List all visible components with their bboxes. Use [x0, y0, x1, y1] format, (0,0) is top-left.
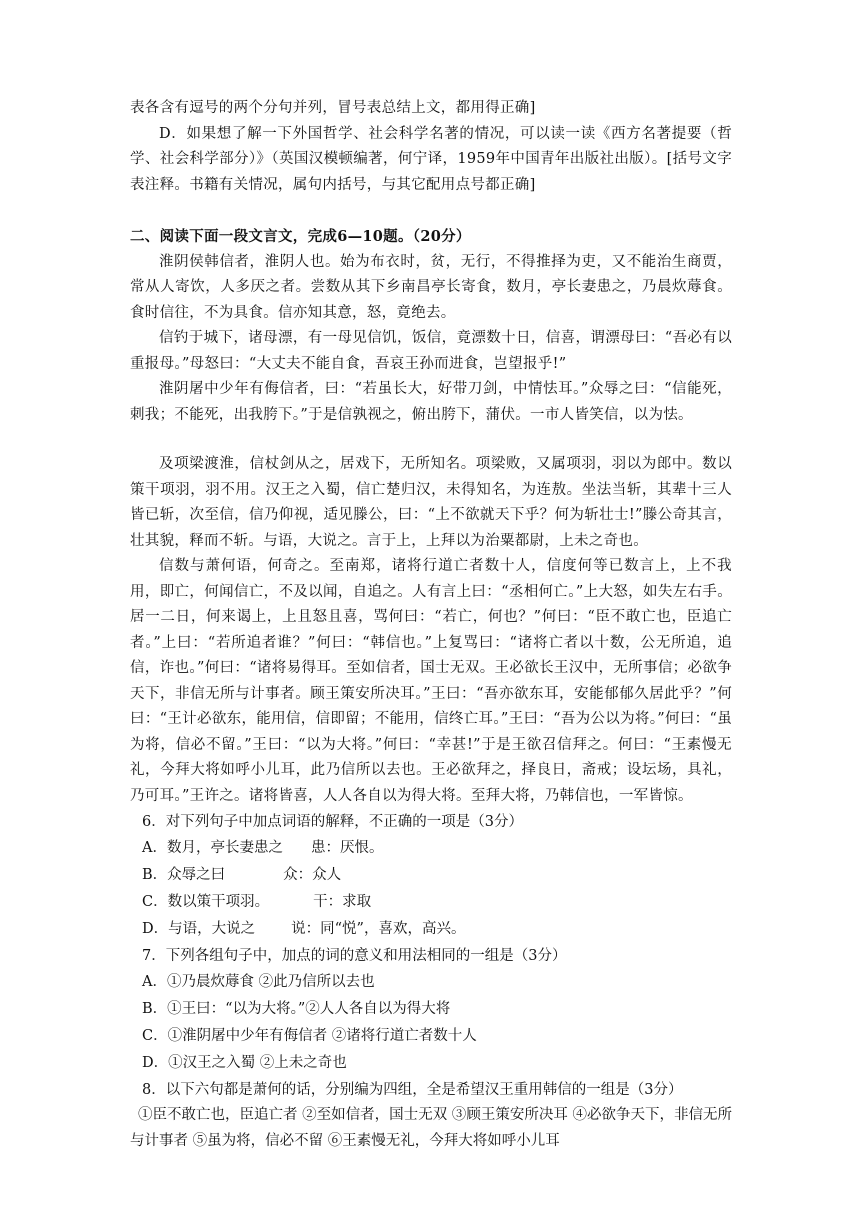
option-sentence: B．众辱之曰 — [142, 867, 226, 883]
question-8-list: ①臣不敢亡也，臣追亡者 ②至如信者，国士无双 ③顾王策安所决耳 ④必欲争天下，非信无所与计事者 ⑤虽为将，信必不留 ⑥王素慢无礼，今拜大将如呼小儿耳 — [130, 1107, 732, 1149]
question-6-option-a — [130, 835, 732, 862]
option-sentence: D．与语，大说之 — [142, 921, 256, 937]
question-8-stem: 8．以下六句都是萧何的话，分别编为四组，全是希望汉王重用韩信的一组是（3分） — [142, 1082, 683, 1098]
passage-paragraph-4: 及项梁渡淮，信杖剑从之，居戏下，无所知名。项梁败，又属项羽，羽以为郎中。数以策干项羽，羽不用。汉王之入蜀，信亡楚归汉，未得知名，为连敖。坐法当斩，其辈十三人皆已斩，次至信，信乃仰视，适见滕公，曰：“上不欲就天下乎？何为斩壮士!”滕公奇其言，壮其貌，释而不斩。与语，大说之。言于上，上拜以为治粟都尉，上未之奇也。 — [130, 456, 732, 549]
option-d-explanation: D．如果想了解一下外国哲学、社会科学名著的情况，可以读一读《西方名著提要（哲学、社会科学部分）》（英国汉模顿编著，何宁译，1959年中国青年出版社出版）。[括号文字表注释。书籍有关情况，属句内括号，与其它配用点号都正确] — [130, 125, 732, 193]
passage-paragraph-1: 淮阴侯韩信者，淮阴人也。始为布衣时，贫，无行，不得推择为吏，又不能治生商贾，常从人寄饮，人多厌之者。尝数从其下乡南昌亭长寄食，数月，亭长妻患之，乃晨炊蓐食。食时信往，不为具食。信亦知其意，怒，竟绝去。 — [130, 253, 732, 321]
passage-paragraph-5: 信数与萧何语，何奇之。至南郑，诸将行道亡者数十人，信度何等已数言上，上不我用，即亡，何闻信亡，不及以闻，自追之。人有言上曰：“丞相何亡。”上大怒，如失左右手。居一二日，何来谒上，上且怒且喜，骂何曰：“若亡，何也？”何曰：“臣不敢亡也，臣追亡者。”上曰：“若所追者谁？”何曰：“韩信也。”上复骂曰：“诸将亡者以十数，公无所追，追信，诈也。”何曰：“诸将易得耳。至如信者，国士无双。王必欲长王汉中，无所事信；必欲争天下，非信无所与计事者。顾王策安所决耳。”王曰：“吾亦欲东耳，安能郁郁久居此乎？”何曰：“王计必欲东，能用信，信即留；不能用，信终亡耳。”王曰：“吾为公以为将。”何曰：“虽为将，信必不留。”王曰：“以为大将。”何曰：“幸甚!”于是王欲召信拜之。何曰：“王素慢无礼，今拜大将如呼小儿耳，此乃信所以去也。王必欲拜之，择良日，斋戒；设坛场，具礼，乃可耳。”王许之。诸将皆喜，人人各自以为得大将。至拜大将，乃韩信也，一军皆惊。 — [130, 558, 732, 804]
continuation-line: 表各含有逗号的两个分句并列，冒号表总结上文，都用得正确] — [130, 100, 536, 116]
passage-paragraph-3: 淮阴屠中少年有侮信者，曰：“若虽长大，好带刀剑，中情怯耳。”众辱之曰：“信能死，刺我；不能死，出我胯下。”于是信孰视之，俯出胯下，蒲伏。一市人皆笑信，以为怯。 — [130, 381, 732, 423]
passage-paragraph-2: 信钓于城下，诸母漂，有一母见信饥，饭信，竟漂数十日，信喜，谓漂母曰：“吾必有以重报母。”母怒曰：“大丈夫不能自食，吾哀王孙而进食，岂望报乎!” — [130, 330, 732, 372]
option-gloss: 干：求取 — [313, 894, 372, 910]
paragraph-gap — [130, 428, 732, 452]
question-7-option-a: A．①乃晨炊蓐食 ②此乃信所以去也 — [142, 974, 375, 990]
question-6-option-b — [130, 862, 732, 889]
question-6-stem: 6．对下列句子中加点词语的解释，不正确的一项是（3分） — [142, 814, 523, 830]
option-sentence: C．数以策干项羽。 — [142, 894, 270, 910]
option-gloss: 说：同“悦”，喜欢，高兴。 — [291, 921, 466, 937]
question-6-option-d — [130, 916, 732, 943]
section-heading: 二、阅读下面一段文言文，完成6—10题。（20分） — [130, 228, 471, 245]
question-7-stem: 7．下列各组句子中，加点的词的意义和用法相同的一组是（3分） — [142, 948, 567, 964]
question-7-option-b: B．①王曰：“以为大将。”②人人各自以为得大将 — [142, 1001, 451, 1017]
option-gloss: 患：厌恨。 — [310, 840, 384, 856]
question-7-option-d: D．①汉王之入蜀 ②上未之奇也 — [142, 1055, 347, 1071]
option-gloss: 众：众人 — [283, 867, 342, 883]
document-page — [130, 96, 732, 1154]
question-6-option-c — [130, 889, 732, 916]
question-7-option-c: C．①淮阴屠中少年有侮信者 ②诸将行道亡者数十人 — [142, 1028, 477, 1044]
option-sentence: A．数月，亭长妻患之 — [142, 840, 283, 856]
